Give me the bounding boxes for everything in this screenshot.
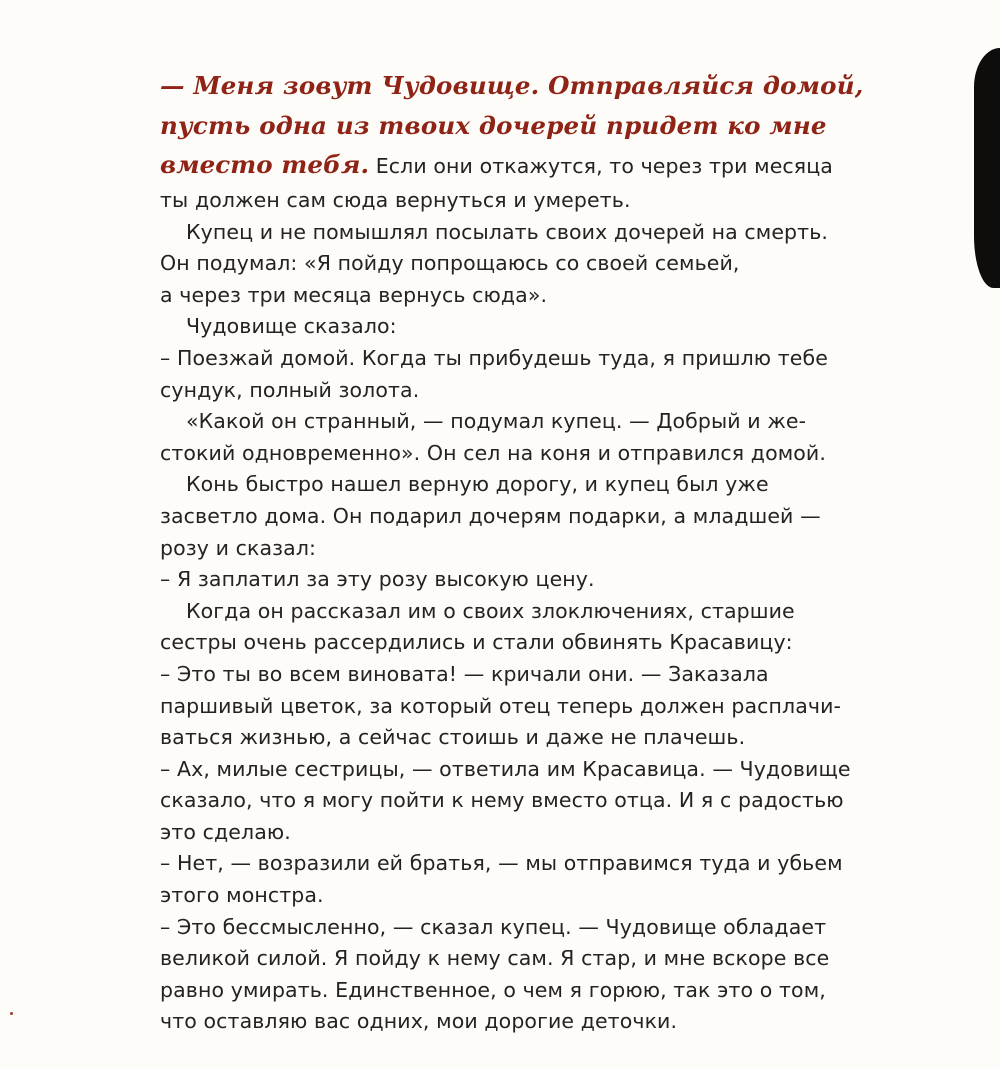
text-line: паршивый цветок, за который отец теперь должен расплачи- [160, 693, 842, 718]
text-line: это сделаю. [160, 819, 291, 844]
intro-tail: вместо тебя. [160, 150, 370, 179]
text-line: что оставляю вас одних, мои дорогие деточки. [160, 1009, 678, 1034]
text-line: – Я заплатил за эту розу высокую цену. [160, 567, 595, 592]
intro-line-1: — Меня зовут Чудовище. Отправляйся домой, [160, 71, 864, 100]
text-line: Когда он рассказал им о своих злоключениях, старшие [186, 598, 795, 623]
mixed-line-rest: Если они откажутся, то через три месяца [369, 154, 833, 178]
text-line: – Это ты во всем виновата! — кричали они. — Заказала [160, 661, 769, 686]
text-line: «Какой он странный, — подумал купец. — Добрый и же- [186, 409, 807, 434]
text-line: Чудовище сказало: [186, 314, 397, 339]
text-line: великой силой. Я пойду к нему сам. Я стар, и мне вскоре все [160, 946, 830, 971]
text-line: Он подумал: «Я пойду попрощаюсь со своей семьей, [160, 251, 740, 276]
text-line: стокий одновременно». Он сел на коня и отправился домой. [160, 440, 826, 465]
story-text [160, 66, 864, 1038]
text-line: сказало, что я могу пойти к нему вместо отца. И я с радостью [160, 788, 844, 813]
text-line: этого монстра. [160, 883, 324, 908]
text-line: – Нет, — возразили ей братья, — мы отправимся туда и убьем [160, 851, 843, 876]
text-line: засветло дома. Он подарил дочерям подарки, а младшей — [160, 503, 821, 528]
adjacent-page-edge [974, 48, 1000, 288]
text-line: ваться жизнью, а сейчас стоишь и даже не плачешь. [160, 725, 746, 750]
print-speck [10, 1012, 13, 1015]
text-line: – Поезжай домой. Когда ты прибудешь туда, я пришлю тебе [160, 345, 828, 370]
text-line: сундук, полный золота. [160, 377, 420, 402]
text-line: Конь быстро нашел верную дорогу, и купец был уже [186, 472, 769, 497]
text-line: сестры очень рассердились и стали обвинять Красавицу: [160, 630, 793, 655]
mixed-line [160, 146, 833, 185]
text-line: Купец и не помышлял посылать своих дочерей на смерть. [186, 219, 829, 244]
body-lines [160, 185, 851, 1038]
text-line: розу и сказал: [160, 535, 317, 560]
intro-line-2: пусть одна из твоих дочерей придет ко мне [160, 111, 827, 140]
text-line: ты должен сам сюда вернуться и умереть. [160, 188, 631, 212]
text-line: равно умирать. Единственное, о чем я горюю, так это о том, [160, 977, 826, 1002]
text-line: а через три месяца вернусь сюда». [160, 282, 548, 307]
text-line: – Это бессмысленно, — сказал купец. — Чудовище обладает [160, 914, 827, 939]
text-line: – Ах, милые сестрицы, — ответила им Красавица. — Чудовище [160, 756, 851, 781]
